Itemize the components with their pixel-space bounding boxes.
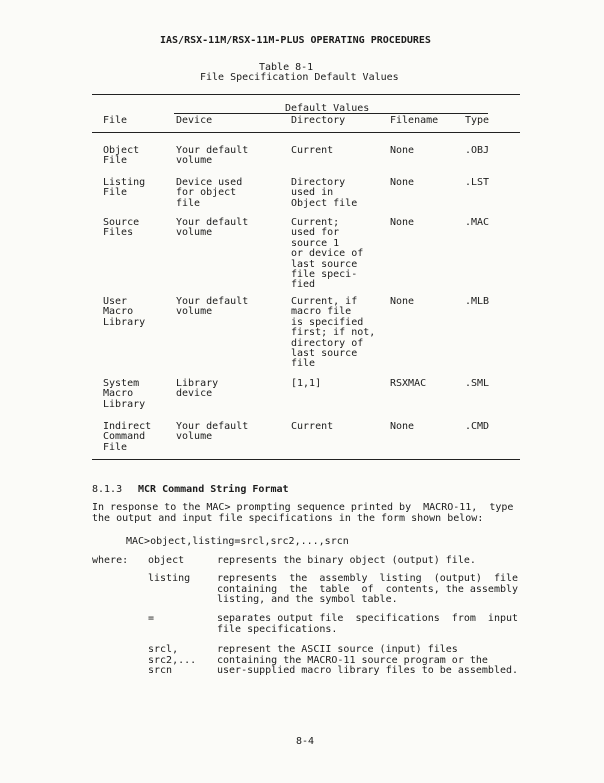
cell-file-line: Library [103, 316, 146, 328]
page-header: IAS/RSX-11M/RSX-11M-PLUS OPERATING PROCEDURES [160, 35, 431, 46]
definition-description: user-supplied macro library files to be assembled. [217, 665, 519, 677]
definition-description: represents the assembly listing (output) file [217, 573, 519, 584]
cell-filename: None [390, 217, 415, 228]
cell-file-line: Macro [103, 388, 134, 400]
cell-directory-line: source 1 [291, 237, 340, 249]
definition-term: = [148, 613, 155, 624]
definition-description: represents the binary object (output) file. [217, 555, 476, 566]
definition-description: listing, and the symbol table. [217, 594, 398, 606]
cell-directory-line: file speci- [291, 269, 358, 280]
section-title: MCR Command String Format [138, 484, 289, 495]
definition-term: src2,... [148, 654, 197, 666]
cell-file-line: Files [103, 227, 134, 239]
definition-description: separates output file specifications from input [217, 613, 519, 624]
definition-term: srcn [148, 665, 173, 677]
cell-device-line: Device used [176, 177, 243, 188]
cell-directory-line: is specified [291, 316, 364, 328]
cell-filename: None [390, 421, 415, 432]
cell-file-line: Library [103, 398, 146, 410]
cell-type: .OBJ [465, 145, 490, 156]
cell-file-line: Macro [103, 306, 134, 318]
cell-type: .CMD [465, 421, 490, 432]
cell-directory-line: or device of [291, 248, 364, 260]
command-syntax: MAC>object,listing=srcl,src2,...,srcn [126, 536, 349, 547]
table-top-rule [92, 94, 520, 95]
definition-term: srcl, [148, 644, 179, 655]
cell-directory-line: last source [291, 348, 358, 359]
cell-directory-line: [1,1] [291, 378, 322, 389]
cell-directory-line: Current, if [291, 296, 358, 307]
cell-file-line: Listing [103, 177, 146, 188]
cell-device-line: volume [176, 431, 213, 443]
cell-type: .LST [465, 177, 490, 188]
cell-directory-line: Current; [291, 217, 340, 228]
column-header-type: Type [465, 115, 490, 126]
definition-description: represent the ASCII source (input) files [217, 644, 458, 655]
cell-directory-line: last source [291, 258, 358, 270]
cell-file-line: File [103, 155, 128, 167]
where-label: where: [92, 555, 129, 566]
table-caption: File Specification Default Values [200, 72, 399, 83]
definition-term: listing [148, 573, 191, 584]
intro-line-2: the output and input file specifications in the form shown below: [92, 513, 484, 524]
cell-device-line: file [176, 197, 201, 209]
cell-device-line: device [176, 388, 213, 400]
cell-file-line: User [103, 296, 128, 307]
cell-type: .MLB [465, 296, 490, 307]
section-number: 8.1.3 [92, 484, 123, 495]
cell-device-line: volume [176, 227, 213, 239]
intro-line-1: In response to the MAC> prompting sequence printed by MACRO-11, type [92, 502, 514, 513]
definition-description: file specifications. [217, 623, 338, 635]
column-header-device: Device [176, 115, 213, 126]
group-header-default-values: Default Values [285, 103, 370, 114]
table-number: Table 8-1 [259, 62, 314, 73]
cell-directory-line: directory of [291, 337, 364, 349]
cell-device-line: Your default [176, 296, 249, 307]
cell-file-line: Command [103, 431, 146, 443]
cell-device-line: Your default [176, 217, 249, 228]
cell-filename: RSXMAC [390, 378, 427, 389]
column-header-filename: Filename [390, 115, 439, 126]
cell-device-line: Your default [176, 145, 249, 156]
cell-directory-line: used in [291, 187, 334, 199]
cell-device-line: volume [176, 155, 213, 167]
cell-directory-line: fied [291, 279, 316, 291]
cell-directory-line: macro file [291, 306, 352, 318]
cell-device-line: for object [176, 187, 237, 199]
cell-directory-line: Current [291, 145, 334, 156]
cell-file-line: Object [103, 145, 140, 156]
cell-device-line: Your default [176, 421, 249, 432]
definition-description: containing the table of contents, the assembly [217, 583, 519, 595]
cell-device-line: volume [176, 306, 213, 318]
cell-directory-line: file [291, 358, 316, 370]
cell-filename: None [390, 145, 415, 156]
cell-directory-line: Current [291, 421, 334, 432]
cell-filename: None [390, 177, 415, 188]
table-header-rule [92, 132, 520, 133]
cell-file-line: Indirect [103, 421, 152, 432]
cell-file-line: File [103, 187, 128, 199]
cell-directory-line: first; if not, [291, 327, 376, 339]
column-header-file: File [103, 115, 128, 126]
cell-file-line: System [103, 378, 140, 389]
cell-directory-line: Object file [291, 197, 358, 209]
definition-description: containing the MACRO-11 source program or the [217, 654, 488, 666]
cell-file-line: File [103, 441, 128, 453]
cell-directory-line: Directory [291, 177, 346, 188]
cell-file-line: Source [103, 217, 140, 228]
cell-filename: None [390, 296, 415, 307]
column-header-directory: Directory [291, 115, 346, 126]
definition-term: object [148, 555, 185, 566]
cell-directory-line: used for [291, 227, 340, 239]
cell-type: .MAC [465, 217, 490, 228]
page-number: 8-4 [296, 736, 315, 747]
cell-device-line: Library [176, 378, 219, 389]
cell-type: .SML [465, 378, 490, 389]
table-bottom-rule [92, 459, 520, 460]
